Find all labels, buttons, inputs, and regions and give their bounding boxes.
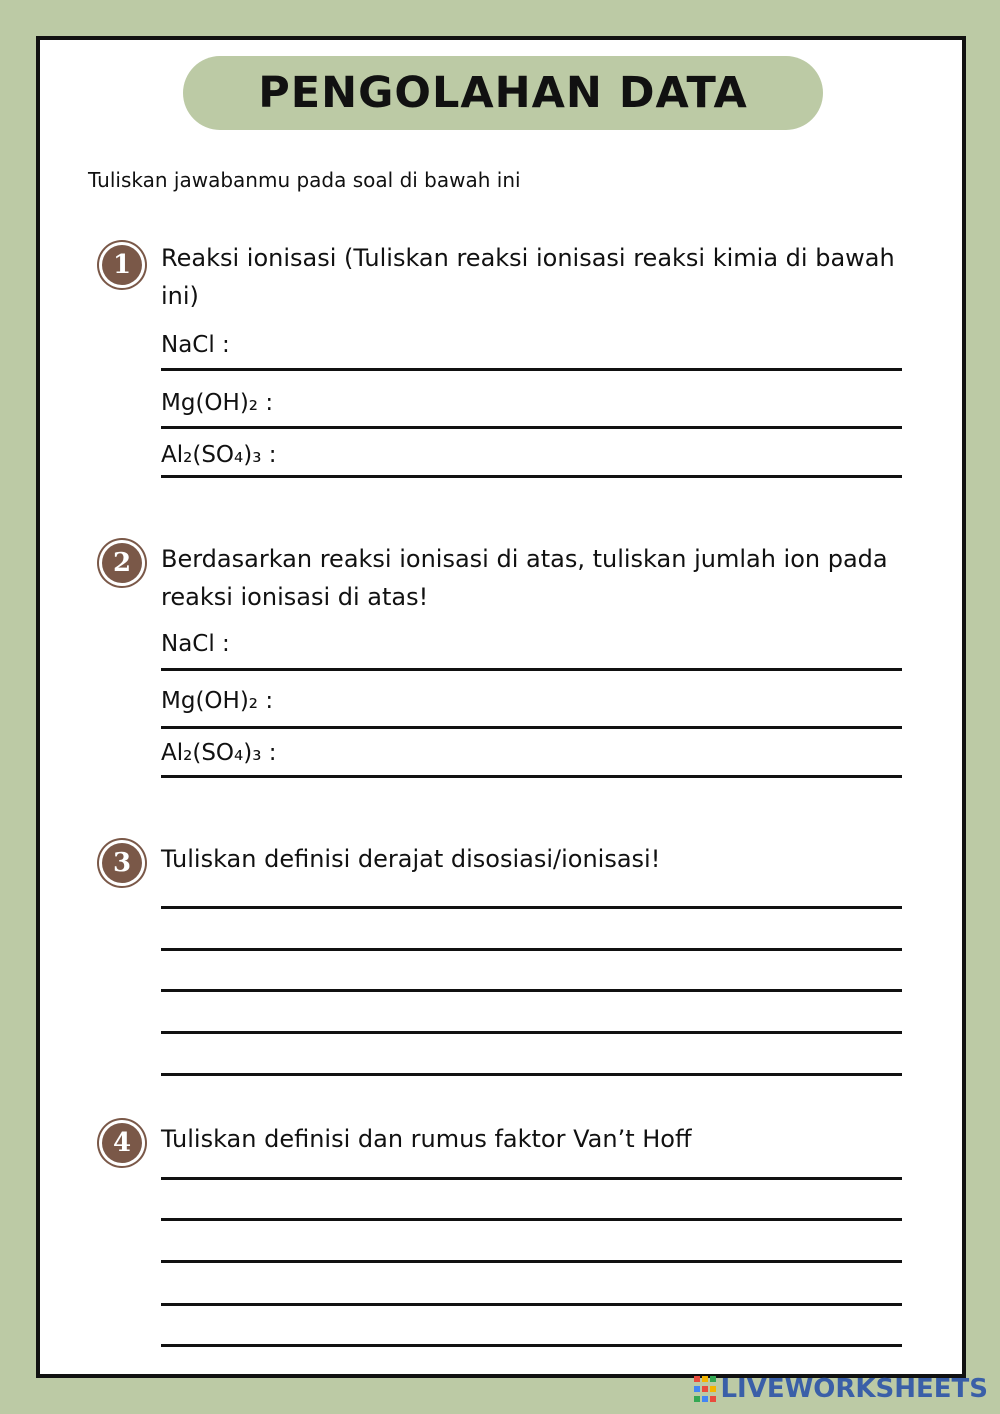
question-4-answer-line-5[interactable] [161, 1344, 902, 1347]
question-4-text: Tuliskan definisi dan rumus faktor Van’t Hoff [161, 1125, 692, 1153]
question-3-number-badge: 3 [102, 843, 142, 883]
question-1-answer-line-mgoh2[interactable] [161, 426, 902, 429]
question-3-answer-line-4[interactable] [161, 1031, 902, 1034]
page-title: PENGOLAHAN DATA [258, 68, 748, 118]
liveworksheets-brand-text: LIVEWORKSHEETS [720, 1374, 988, 1404]
liveworksheets-logo-icon [694, 1376, 716, 1402]
question-3-answer-line-3[interactable] [161, 989, 902, 992]
question-2-label-al2so43: Al₂(SO₄)₃ : [161, 740, 277, 766]
liveworksheets-watermark [694, 1374, 988, 1404]
question-4-answer-line-1[interactable] [161, 1177, 902, 1180]
question-1-number-badge: 1 [102, 245, 142, 285]
title-banner [183, 56, 823, 130]
instruction-text: Tuliskan jawabanmu pada soal di bawah ini [88, 168, 521, 192]
question-3-answer-line-5[interactable] [161, 1073, 902, 1076]
question-4-number-badge: 4 [102, 1123, 142, 1163]
question-2-answer-line-nacl[interactable] [161, 668, 902, 671]
question-2-text: Berdasarkan reaksi ionisasi di atas, tuliskan jumlah ion pada reaksi ionisasi di atas! [161, 545, 888, 611]
question-2-label-nacl: NaCl : [161, 631, 230, 657]
question-4-answer-line-2[interactable] [161, 1218, 902, 1221]
question-1-text: Reaksi ionisasi (Tuliskan reaksi ionisasi reaksi kimia di bawah ini) [161, 244, 895, 310]
question-1-answer-line-al2so43[interactable] [161, 475, 902, 478]
question-1-label-al2so43: Al₂(SO₄)₃ : [161, 442, 277, 468]
question-2-label-mgoh2: Mg(OH)₂ : [161, 688, 274, 714]
question-4-answer-line-4[interactable] [161, 1303, 902, 1306]
question-1-answer-line-nacl[interactable] [161, 368, 902, 371]
question-3-answer-line-1[interactable] [161, 906, 902, 909]
question-2-answer-line-mgoh2[interactable] [161, 726, 902, 729]
question-2-number-badge: 2 [102, 543, 142, 583]
question-2-answer-line-al2so43[interactable] [161, 775, 902, 778]
question-4-answer-line-3[interactable] [161, 1260, 902, 1263]
question-3-text: Tuliskan definisi derajat disosiasi/ionisasi! [161, 845, 661, 873]
question-1-label-nacl: NaCl : [161, 332, 230, 358]
question-1-label-mgoh2: Mg(OH)₂ : [161, 390, 274, 416]
worksheet [36, 36, 966, 1378]
question-3-answer-line-2[interactable] [161, 948, 902, 951]
